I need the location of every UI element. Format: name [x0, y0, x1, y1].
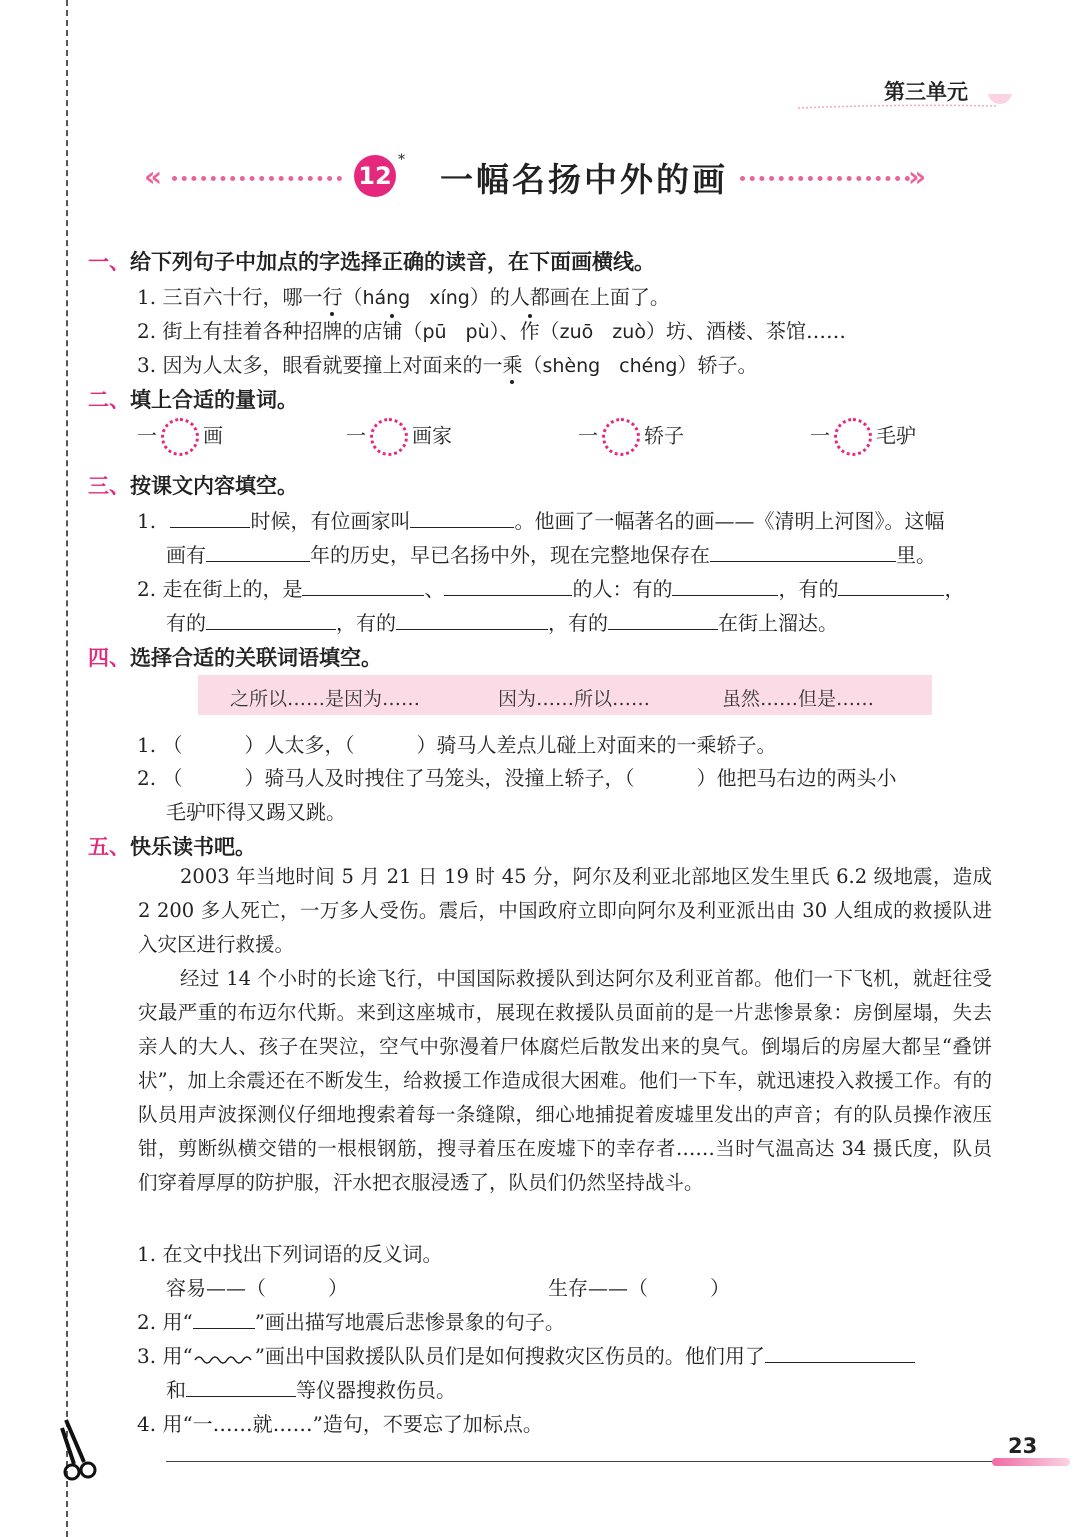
measure-word-input[interactable]	[161, 418, 199, 456]
section-2-heading: 二、填上合适的量词。	[88, 388, 298, 412]
passage-paragraph-2: 经过 14 个小时的长途飞行，中国国际救援队到达阿尔及利亚首都。他们一下飞机，就赶往受灾最严重的布迈尔代斯。来到这座城市，展现在救援队员面前的是一片悲惨景象：房倒屋塌，失去亲人的大人、孩子在哭泣，空气中弥漫着尸体腐烂后散发出来的臭气。倒塌后的房屋大都呈“叠饼状”，加上余震还在不断发生，给救援工作造成很大困难。他们一下车，就迅速投入救援工作。有的队员用声波探测仪仔细地搜索着每一条缝隙，细心地捕捉着废墟里发出的声音；有的队员操作液压钳，剪断纵横交错的一根根钢筋，搜寻着压在废墟下的幸存者……当时气温高达 34 摄氏度，队员们穿着厚厚的防护服，汗水把衣服浸透了，队员们仍然坚持战斗。	[138, 967, 992, 1194]
fill-blank[interactable]	[206, 609, 336, 630]
section-5-heading: 五、快乐读书吧。	[88, 835, 256, 859]
reading-passage	[138, 860, 992, 1200]
conjunction-option: 因为……所以……	[498, 688, 651, 710]
chevron-left-icon: «	[144, 160, 157, 193]
s4-question-1: 1. （ ）人太多，（ ）骑马人差点儿碰上对面来的一乘轿子。	[137, 733, 777, 757]
fill-blank[interactable]	[186, 1376, 296, 1397]
conjunction-option: 之所以……是因为……	[230, 688, 421, 710]
conjunction-option: 虽然……但是……	[722, 688, 875, 710]
answer-line[interactable]	[166, 1461, 992, 1462]
s5-question-1-antonym-a: 容易——（ ）	[166, 1276, 348, 1300]
s5-question-1-antonym-b: 生存——（ ）	[548, 1276, 730, 1300]
s5-question-3-cont: 和 等仪器搜救伤员。	[166, 1378, 456, 1402]
straight-underline-sample	[193, 1308, 255, 1329]
fill-blank[interactable]	[410, 507, 514, 528]
measure-word-input[interactable]	[834, 418, 872, 456]
lesson-title: 一幅名扬中外的画	[440, 160, 728, 199]
section-3-heading: 三、按课文内容填空。	[88, 474, 298, 498]
measure-word-item: 一 轿子	[578, 418, 684, 456]
page-number: 23	[1008, 1434, 1038, 1458]
fill-blank[interactable]	[672, 575, 778, 596]
scissors-icon	[58, 1418, 98, 1482]
s4-question-2: 2. （ ）骑马人及时拽住了马笼头，没撞上轿子，（ ）他把马右边的两头小	[137, 766, 897, 790]
footer-decoration	[992, 1458, 1070, 1466]
measure-word-item: 一 画	[137, 418, 223, 456]
dotted-rule	[740, 176, 910, 181]
s3-question-1-cont: 画有 年的历史，早已名扬中外，现在完整地保存在 里。	[166, 543, 936, 567]
fill-blank[interactable]	[444, 575, 572, 596]
fill-blank[interactable]	[396, 609, 548, 630]
passage-paragraph-1: 2003 年当地时间 5 月 21 日 19 时 45 分，阿尔及利亚北部地区发生里氏 6.2 级地震，造成 2 200 多人死亡，一万多人受伤。震后，中国政府立即向阿尔及利亚派出由 30 人组成的救援队进入灾区进行救援。	[138, 865, 992, 956]
fill-blank[interactable]	[838, 575, 944, 596]
measure-word-input[interactable]	[602, 418, 640, 456]
s5-question-4: 4. 用“一……就……”造句，不要忘了加标点。	[137, 1412, 543, 1436]
s5-question-2: 2. 用“ ”画出描写地震后悲惨景象的句子。	[137, 1310, 565, 1334]
s1-question-2: 2. 街上有挂着各种招牌的店铺（pū pù）、作（zuō zuò）坊、酒楼、茶馆……	[137, 319, 846, 343]
cut-line	[66, 0, 68, 1537]
wavy-underline-sample	[193, 1352, 255, 1364]
fill-blank[interactable]	[170, 507, 250, 528]
dotted-rule	[172, 176, 342, 181]
unit-decoration-icon	[798, 94, 1016, 114]
s1-question-1: 1. 三百六十行，哪一行（háng xíng）的人都画在上面了。	[137, 285, 670, 309]
section-4-heading: 四、选择合适的关联词语填空。	[88, 646, 382, 670]
chevron-right-icon: »	[908, 160, 921, 193]
s3-question-1: 1. 时候，有位画家叫 。他画了一幅著名的画——《清明上河图》。这幅	[137, 509, 945, 533]
s5-question-3: 3. 用“ ”画出中国救援队队员们是如何搜救灾区伤员的。他们用了	[137, 1340, 915, 1369]
unit-label: 第三单元	[884, 80, 968, 104]
fill-blank[interactable]	[765, 1342, 915, 1363]
section-1-heading: 一、给下列句子中加点的字选择正确的读音，在下面画横线。	[88, 250, 655, 274]
s4-question-2-cont: 毛驴吓得又踢又跳。	[166, 800, 346, 824]
measure-word-input[interactable]	[370, 418, 408, 456]
measure-word-item: 一 画家	[346, 418, 452, 456]
s3-question-2: 2. 走在街上的，是 、 的人：有的 ，有的 ，	[137, 577, 965, 601]
lesson-number: 12	[354, 155, 396, 197]
fill-blank[interactable]	[206, 541, 310, 562]
lesson-title-banner	[140, 150, 940, 206]
s3-question-2-cont: 有的 ，有的 ，有的 在街上溜达。	[166, 611, 838, 635]
s1-question-3: 3. 因为人太多，眼看就要撞上对面来的一乘（shèng chéng）轿子。	[137, 353, 758, 377]
conjunction-options-box	[198, 675, 932, 715]
measure-word-item: 一 毛驴	[810, 418, 916, 456]
s5-question-1: 1. 在文中找出下列词语的反义词。	[137, 1242, 443, 1266]
lesson-star: *	[398, 152, 405, 168]
fill-blank[interactable]	[302, 575, 424, 596]
fill-blank[interactable]	[710, 541, 896, 562]
fill-blank[interactable]	[608, 609, 718, 630]
